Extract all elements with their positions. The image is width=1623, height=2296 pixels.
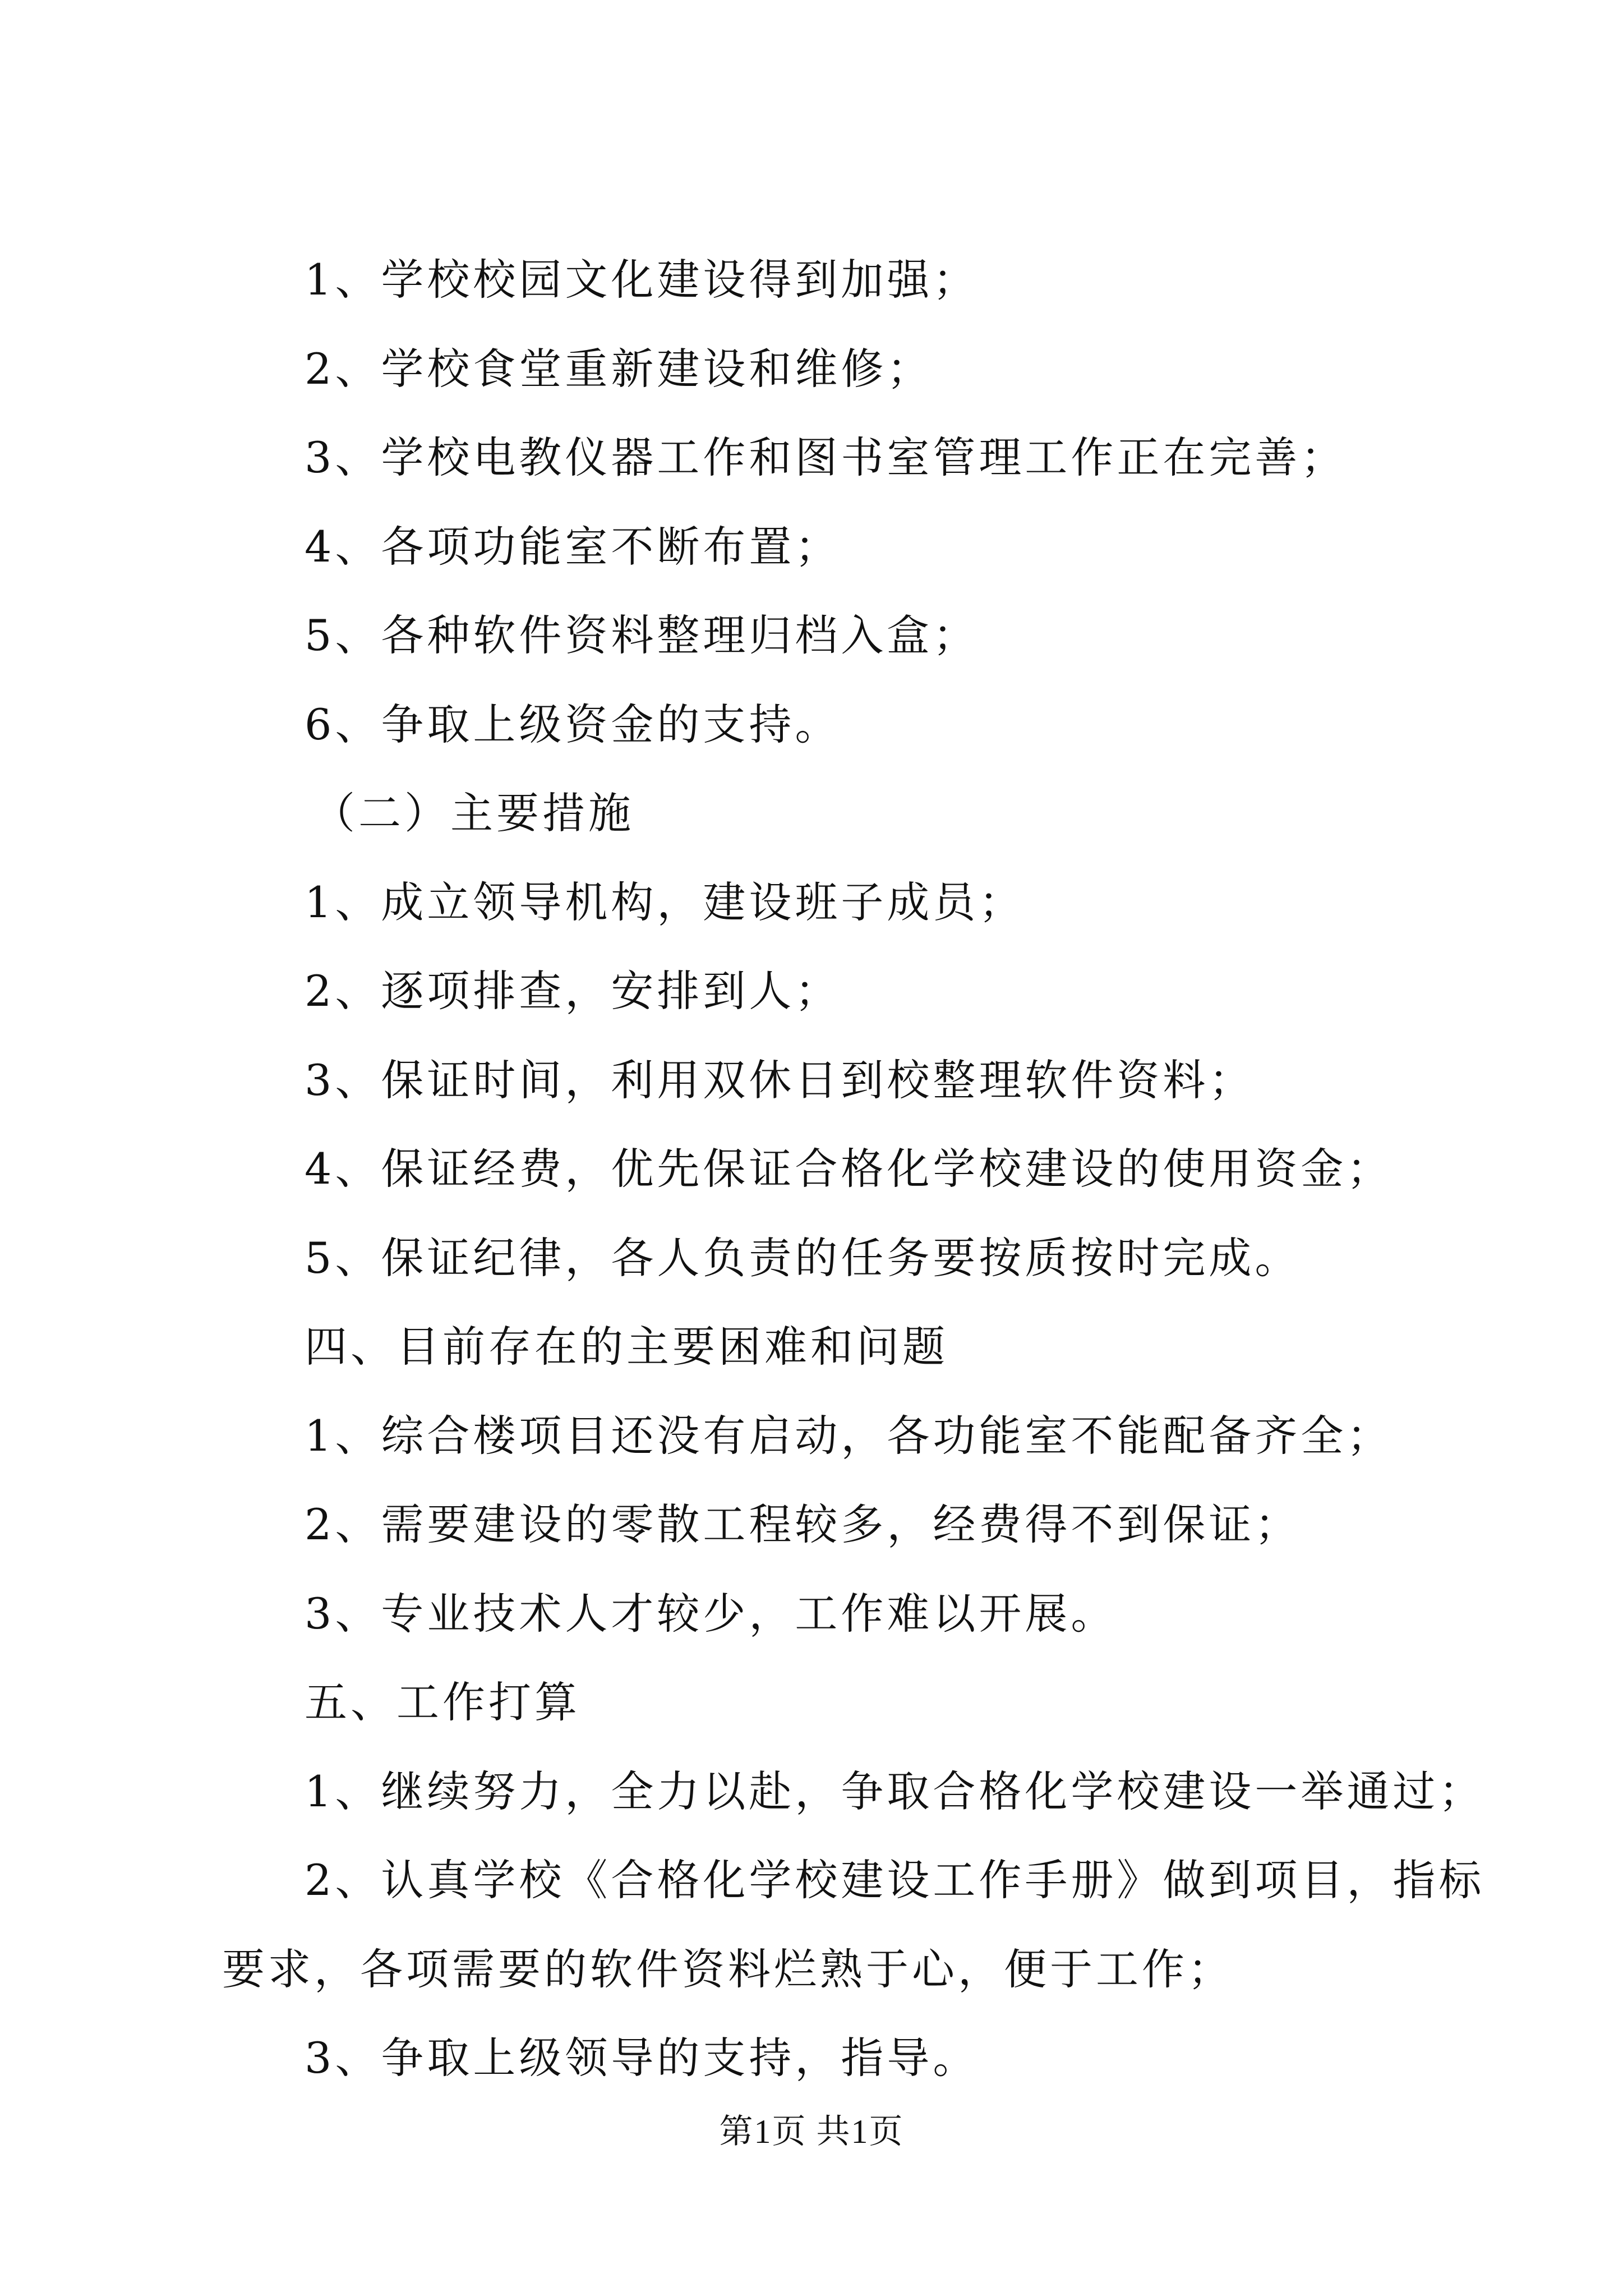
paragraph: 3、学校电教仪器工作和图书室管理工作正在完善； [305,432,1347,482]
section-heading: （二）主要措施 [312,788,634,838]
paragraph: 5、保证纪律，各人负责的任务要按质按时完成。 [305,1232,1301,1283]
paragraph: 1、学校校园文化建设得到加强； [305,255,979,305]
paragraph: 3、争取上级领导的支持，指导。 [305,2033,979,2083]
paragraph: 1、综合楼项目还没有启动，各功能室不能配备齐全； [305,1410,1393,1461]
paragraph: 3、保证时间，利用双休日到校整理软件资料； [305,1055,1255,1105]
page-footer: 第1页 共1页 [719,2113,904,2150]
paragraph: 4、各项功能室不断布置； [305,521,841,572]
section-heading: 五、工作打算 [305,1677,580,1727]
paragraph: 6、争取上级资金的支持。 [305,699,841,749]
paragraph: 2、需要建设的零散工程较多，经费得不到保证； [305,1499,1301,1549]
paragraph: 4、保证经费，优先保证合格化学校建设的使用资金； [305,1144,1393,1194]
paragraph: 1、继续努力，全力以赴，争取合格化学校建设一举通过； [305,1766,1485,1816]
section-heading: 四、目前存在的主要困难和问题 [305,1322,948,1372]
paragraph: 5、各种软件资料整理归档入盒； [305,610,979,660]
paragraph: 1、成立领导机构，建设班子成员； [305,877,1025,927]
paragraph: 3、专业技术人才较少，工作难以开展。 [305,1588,1117,1639]
paragraph: 2、逐项排查，安排到人； [305,966,841,1016]
paragraph: 2、认真学校《合格化学校建设工作手册》做到项目，指标 [305,1855,1485,1905]
document-body [0,236,1623,2103]
paragraph-continuation: 要求，各项需要的软件资料烂熟于心，便于工作； [222,1944,1234,1994]
paragraph: 2、学校食堂重新建设和维修； [305,343,933,394]
